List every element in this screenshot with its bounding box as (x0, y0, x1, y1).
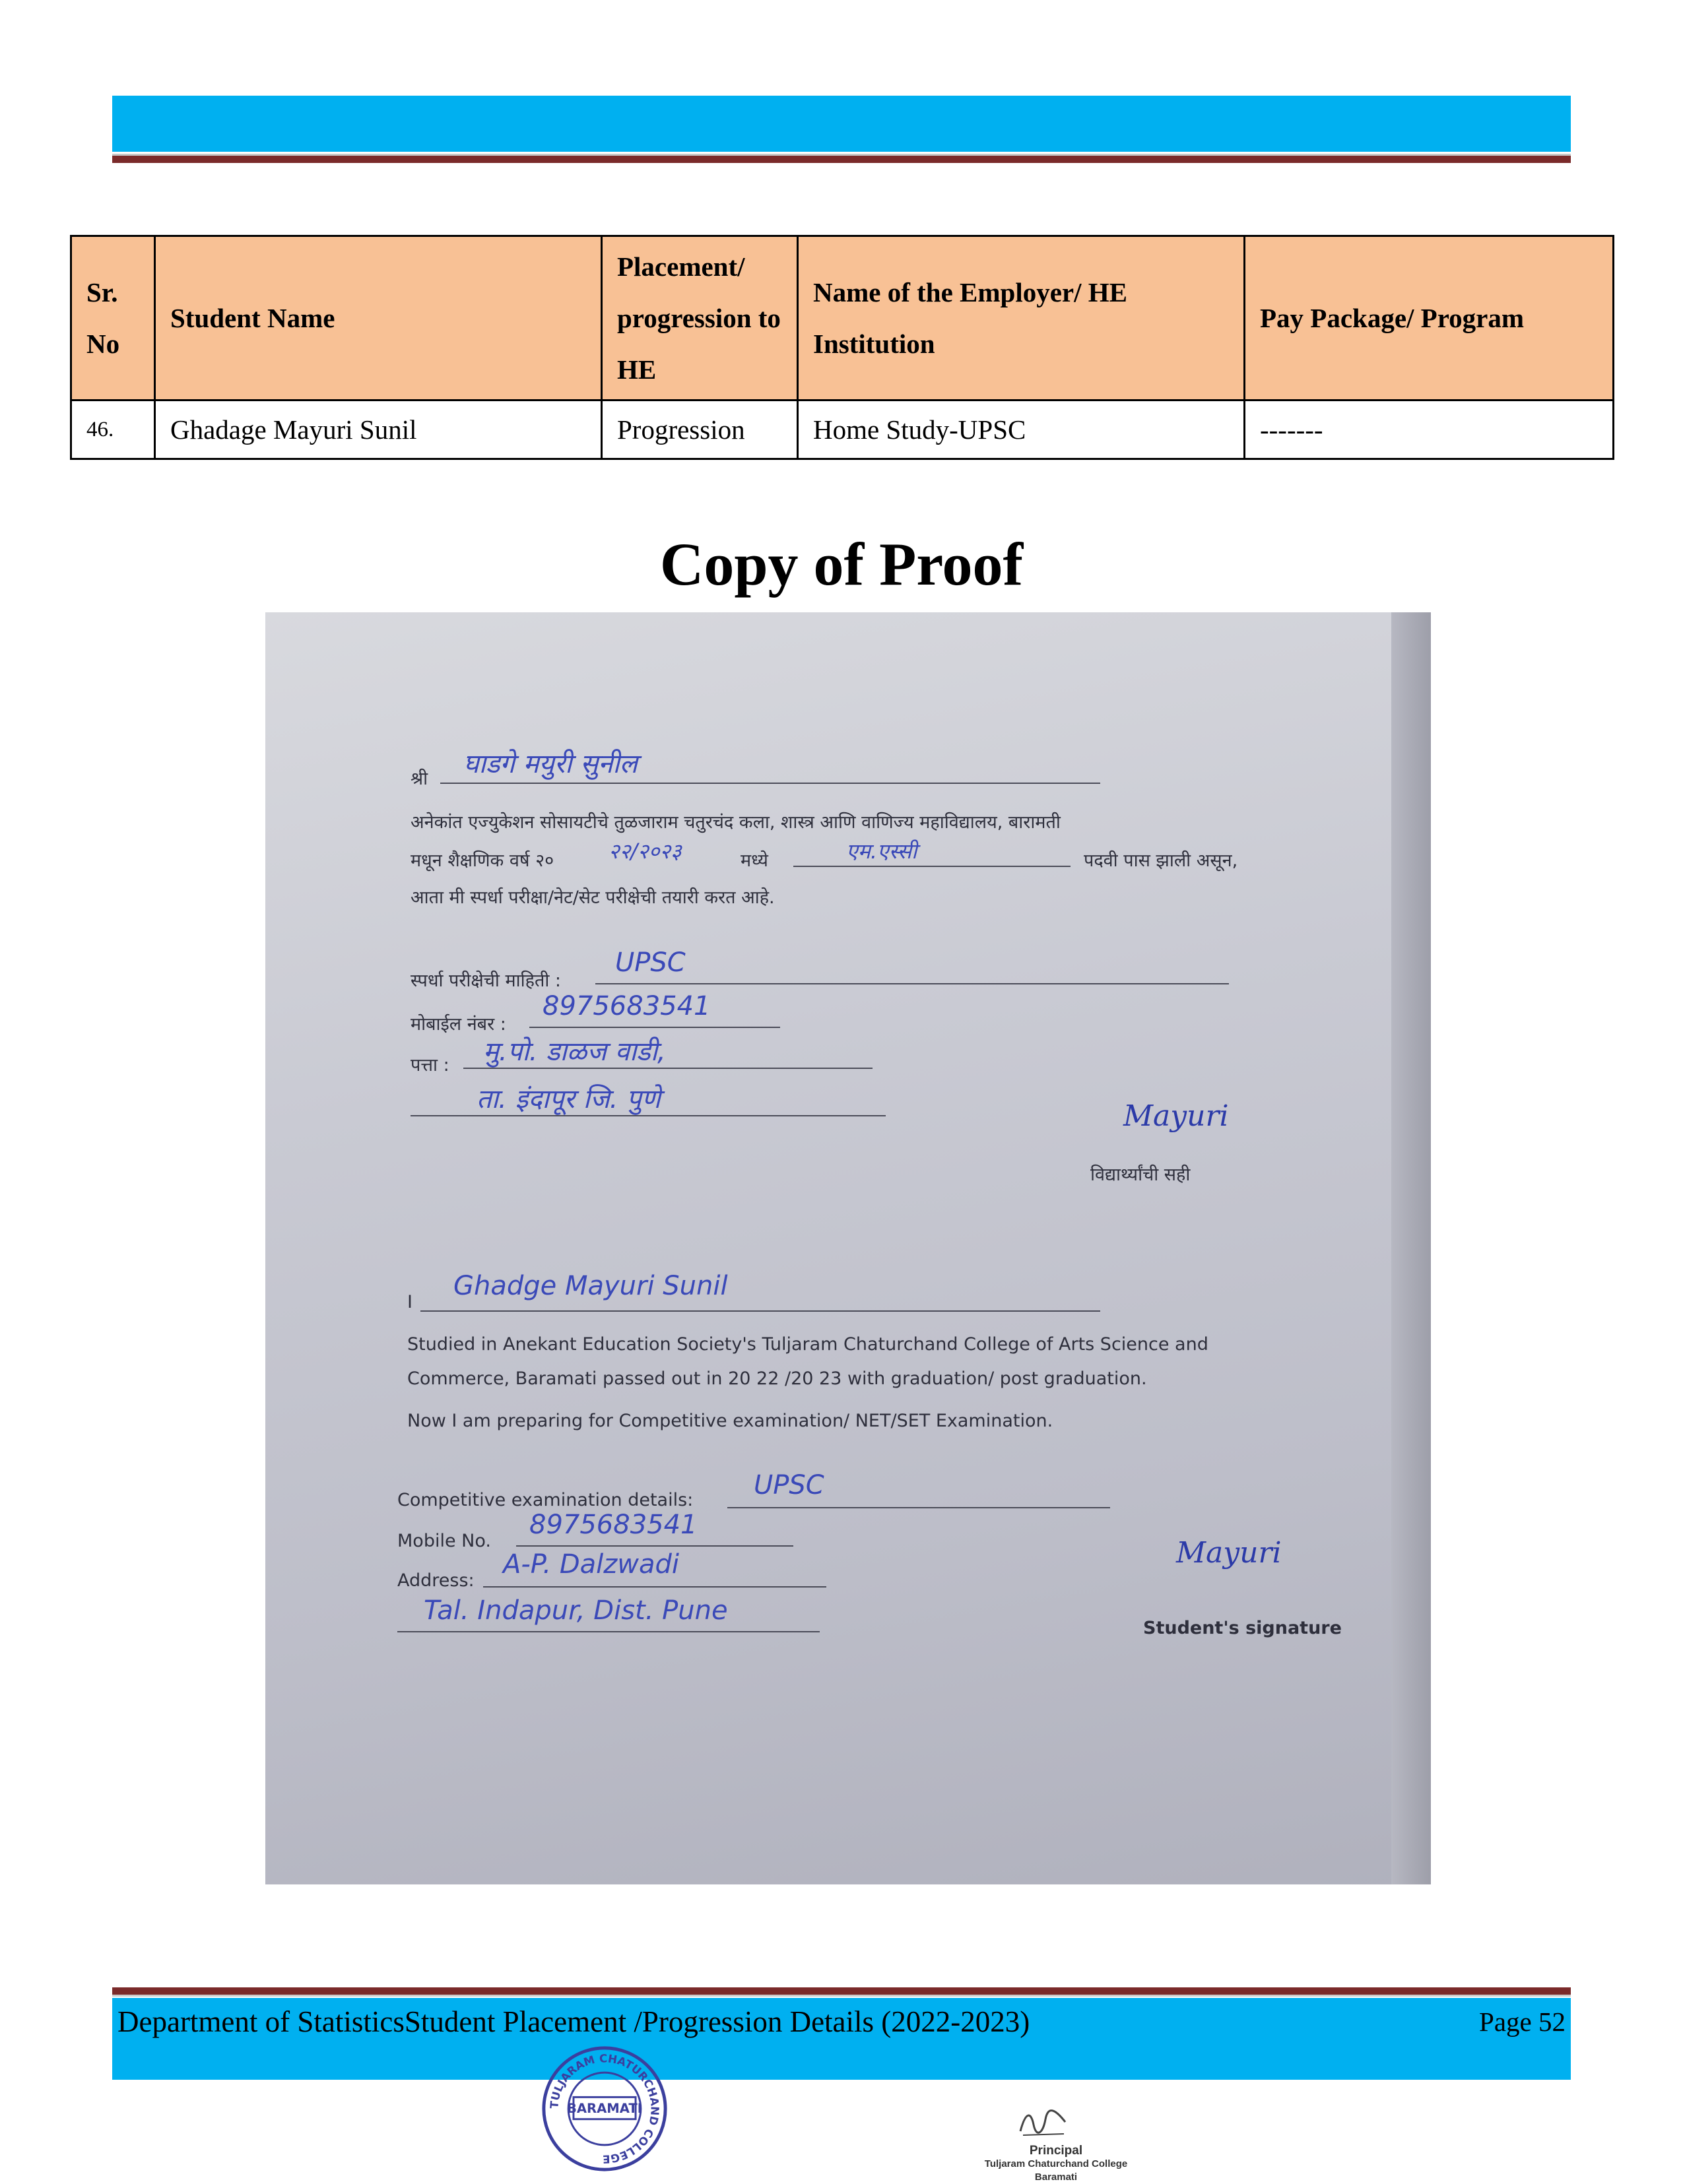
cell-placement: Progression (602, 401, 798, 459)
english-mobile-label: Mobile No. (397, 1531, 491, 1551)
principal-title: Principal (1029, 2144, 1083, 2158)
marathi-exam-label: स्पर्धा परीक्षेची माहिती : (411, 971, 562, 991)
marathi-degree-line (793, 866, 1071, 867)
paper-edge (1391, 612, 1431, 1884)
marathi-address-line-1 (463, 1068, 873, 1069)
marathi-signature-hand: Mayuri (1123, 1099, 1229, 1133)
page-number: Page 52 (1479, 2007, 1566, 2037)
marathi-exam-line (595, 983, 1229, 984)
english-address-line-1 (483, 1586, 826, 1588)
principal-city: Baramati (1034, 2171, 1078, 2183)
english-mobile-line (516, 1545, 793, 1547)
table-header-row (71, 236, 1614, 401)
english-mobile-hand: 8975683541 (529, 1510, 698, 1540)
proof-title: Copy of Proof (659, 530, 1024, 598)
marathi-year-hand: २२/२०२३ (609, 839, 682, 864)
english-address-line-2 (397, 1631, 820, 1632)
marathi-prefix: श्री (411, 769, 428, 789)
english-exam-label: Competitive examination details: (397, 1490, 694, 1510)
marathi-line2c: पदवी पास झाली असून, (1084, 851, 1238, 871)
english-exam-line (727, 1507, 1110, 1508)
footer-rule (112, 1987, 1571, 1997)
header-employer: Name of the Employer/ HE Institution (798, 236, 1245, 401)
marathi-line1: अनेकांत एज्युकेशन सोसायटीचे तुळजाराम चतुरचंद कला, शास्त्र आणि वाणिज्य महाविद्यालय, बारामती (411, 812, 1061, 833)
proof-photo (265, 612, 1431, 1884)
english-address-hand-2: Tal. Indapur, Dist. Pune (424, 1595, 728, 1626)
english-exam-hand: UPSC (754, 1470, 824, 1500)
marathi-name-line (440, 783, 1100, 784)
seal-center-text: BARAMATI (566, 2100, 643, 2116)
header-student-name: Student Name (155, 236, 602, 401)
english-signature-label: Student's signature (1143, 1618, 1342, 1638)
english-line1: Studied in Anekant Education Society's Tuljaram Chaturchand College of Arts Science and (407, 1334, 1208, 1355)
english-line3: Now I am preparing for Competitive examination/ NET/SET Examination. (407, 1411, 1053, 1431)
marathi-address-hand-1: मु.पो. डाळज वाडी, (483, 1037, 666, 1067)
marathi-address-hand-2: ता. इंदापूर जि. पुणे (477, 1084, 661, 1114)
marathi-line2a: मधून शैक्षणिक वर्ष २० (411, 851, 554, 871)
marathi-address-line-2 (411, 1115, 886, 1116)
principal-block (970, 2144, 1142, 2184)
principal-college: Tuljaram Chaturchand College (984, 2158, 1128, 2169)
english-name-hand: Ghadge Mayuri Sunil (453, 1271, 728, 1301)
marathi-mobile-label: मोबाईल नंबर : (411, 1014, 506, 1035)
marathi-name-hand: घाडगे मयुरी सुनील (463, 749, 638, 779)
header-sr-no: Sr. No (71, 236, 155, 401)
college-seal (540, 2044, 669, 2173)
header-band (112, 96, 1571, 152)
cell-employer: Home Study-UPSC (798, 401, 1245, 459)
english-line2: Commerce, Baramati passed out in 20 22 /20 23 with graduation/ post graduation. (407, 1368, 1147, 1389)
marathi-exam-hand: UPSC (615, 947, 686, 978)
english-name-line (420, 1310, 1100, 1312)
marathi-address-label: पत्ता : (411, 1055, 449, 1076)
footer-band (112, 1998, 1571, 2080)
english-address-hand-1: A-P. Dalzwadi (503, 1549, 679, 1580)
placement-table (70, 235, 1614, 460)
cell-student-name: Ghadage Mayuri Sunil (155, 401, 602, 459)
cell-pay-package: ------- (1245, 401, 1614, 459)
cell-sr-no: 46. (71, 401, 155, 459)
english-address-label: Address: (397, 1570, 475, 1591)
table-row (71, 401, 1614, 459)
marathi-mobile-hand: 8975683541 (543, 991, 711, 1021)
footer-department: Department of StatisticsStudent Placement /Progression Details (2022-2023) (117, 2005, 1030, 2038)
header-pay-package: Pay Package/ Program (1245, 236, 1614, 401)
marathi-line2b: मध्ये (741, 851, 768, 871)
english-signature-hand: Mayuri (1176, 1536, 1282, 1570)
header-placement: Placement/ progression to HE (602, 236, 798, 401)
seal-ring-text: TULJARAM CHATURCHAND COLLEGE (548, 2052, 661, 2166)
english-prefix: I (407, 1292, 412, 1312)
marathi-signature-label: विद्यार्थ्यांची सही (1090, 1165, 1191, 1185)
marathi-line3: आता मी स्पर्धा परीक्षा/नेट/सेट परीक्षेची तयारी करत आहे. (411, 887, 775, 908)
principal-signature (1016, 2105, 1069, 2140)
marathi-degree-hand: एम.एस्सी (846, 839, 917, 864)
marathi-mobile-line (529, 1027, 780, 1028)
header-rule (112, 154, 1571, 163)
